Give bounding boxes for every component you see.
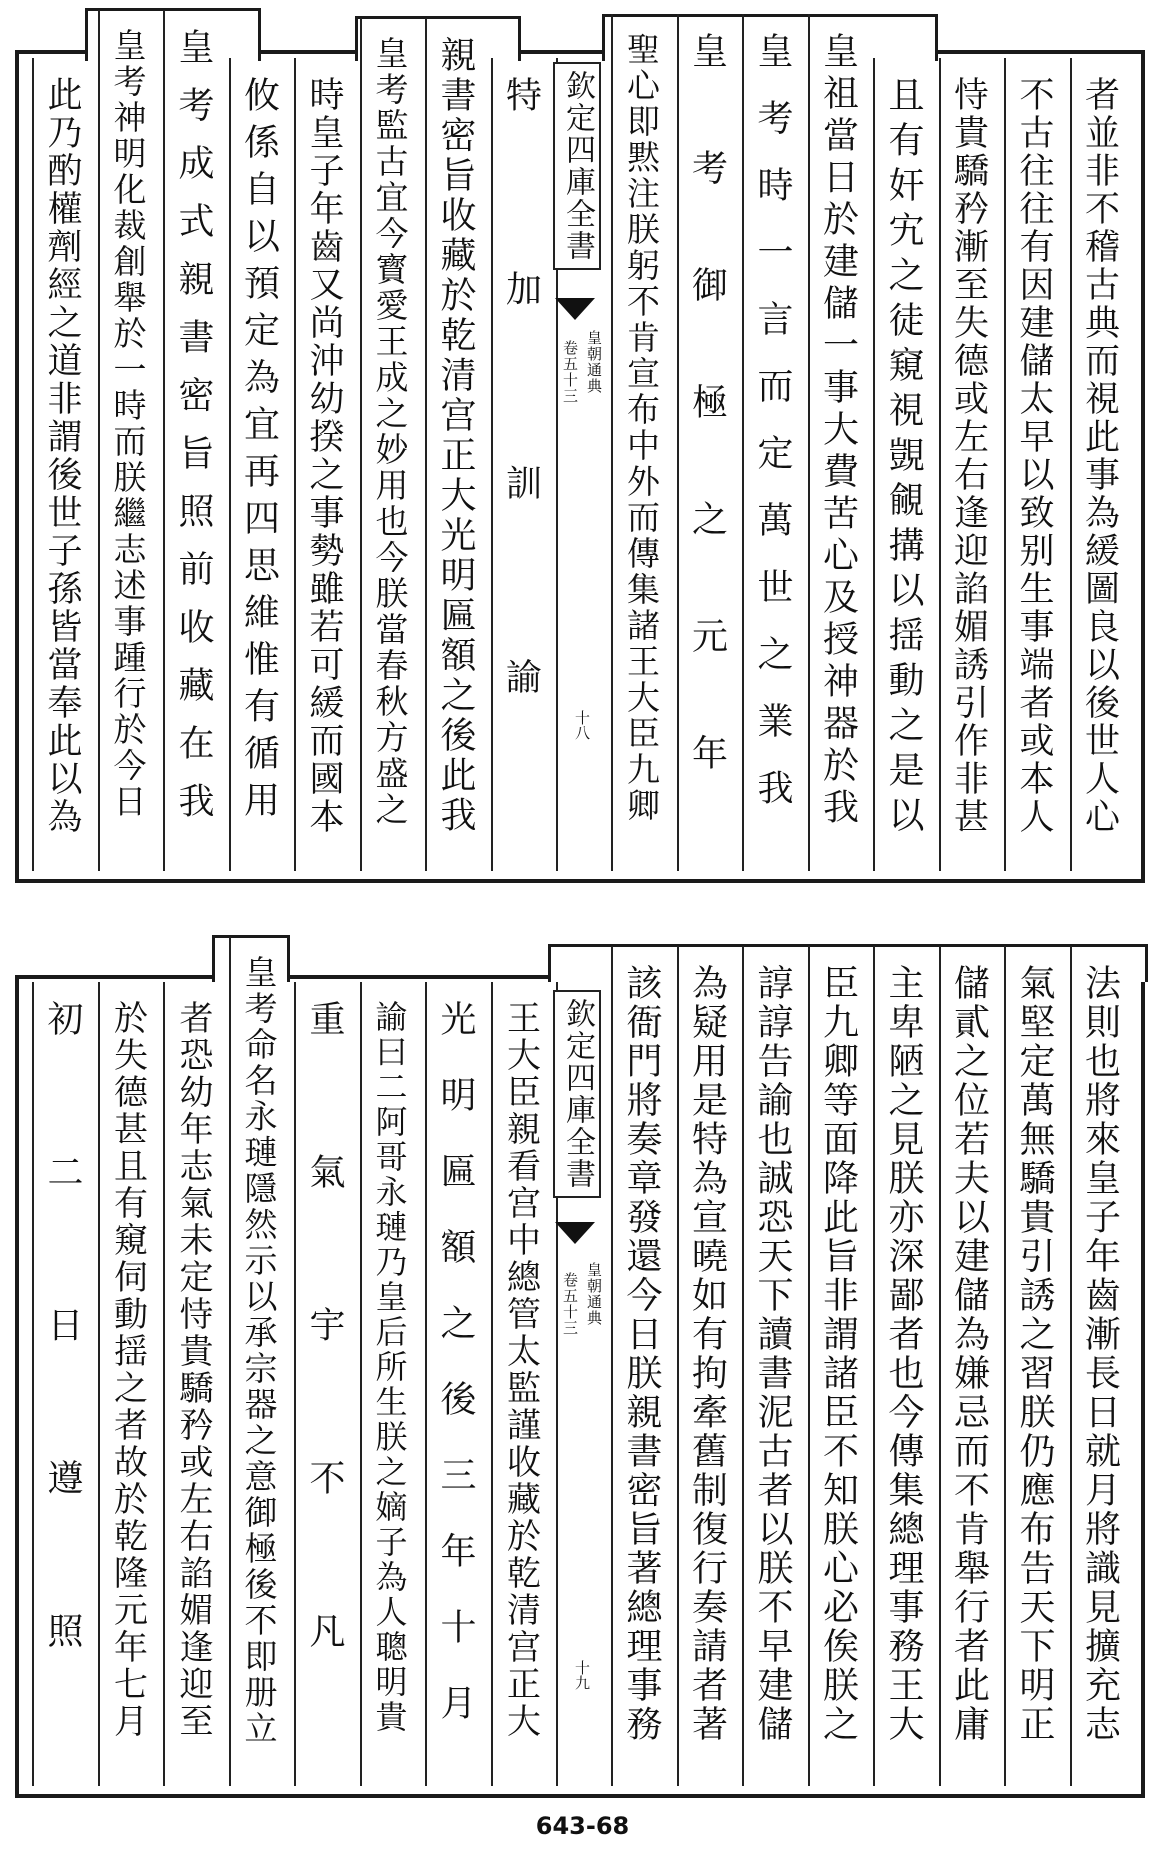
- column-rule: [1070, 946, 1072, 1786]
- text-column: 者恐幼年志氣未定恃貴驕矜或左右諂媚逢迎至: [173, 1000, 213, 1740]
- text-column: 時皇子年齒又尚沖幼揆之事勢雖若可緩而國本: [304, 76, 344, 836]
- text-column: 儲貳之位若夫以建儲為嫌忌而不肯舉行者此庸: [948, 964, 990, 1744]
- column-rule: [1004, 946, 1006, 1786]
- page-number: 643-68: [535, 1812, 630, 1840]
- text-column: 不古往往有因建儲太早以致别生事端者或本人: [1014, 76, 1054, 836]
- text-column: 聖心即黙注朕躬不肯宣布中外而傳集諸王大臣九卿: [622, 32, 661, 824]
- column-rule: [163, 982, 165, 1786]
- text-column: 法則也將來皇子年齒漸長日就月將識見擴充志: [1079, 964, 1121, 1744]
- text-column: 為疑用是特為宣曉如有拘牽舊制復行奏請者著: [686, 964, 728, 1744]
- text-column: 皇考時一言而定萬世之業我: [752, 32, 793, 836]
- text-column: 皇考命名永璉隱然示以承宗器之意御極後不即册立: [239, 955, 279, 1747]
- text-column: 皇祖當日於建儲一事大費苦心及授神器於我: [817, 32, 859, 830]
- text-column: 攸係自以預定為宜再四思維惟有循用: [238, 76, 280, 828]
- text-column: 特加訓諭: [500, 76, 542, 852]
- text-column: 重氣宇不凡: [304, 1000, 345, 1765]
- text-column: 光明匾額之後三年十月: [435, 1000, 476, 1760]
- text-column: 者並非不稽古典而視此事為緩圖良以後世人心: [1079, 76, 1120, 836]
- text-column: 皇考監古宜今寳愛王成之妙用也今朕當春秋方盛之: [370, 36, 410, 828]
- text-column: 恃貴驕矜漸至失德或左右逢迎諂媚誘引作非甚: [948, 76, 989, 836]
- center-band-rule: [611, 982, 613, 1786]
- sub-title: 皇朝通典: [585, 1262, 603, 1326]
- text-column: 氣堅定萬無驕貴引誘之習朕仍應布告天下明正: [1014, 964, 1055, 1744]
- text-column: 諄諄告諭也誠恐天下讀書泥古者以朕不早建儲: [752, 964, 793, 1744]
- text-column: 於失德甚且有窺伺動揺之者故於乾隆元年七月: [107, 1000, 148, 1740]
- book-title: 欽定四庫全書: [553, 62, 601, 270]
- text-column: 諭曰二阿哥永璉乃皇后所生朕之嫡子為人聰明貴: [370, 1000, 409, 1735]
- column-rule: [32, 982, 34, 1786]
- text-column: 主卑陋之見朕亦深鄙者也今傳集總理事務王大: [883, 964, 924, 1744]
- column-rule: [229, 937, 231, 1786]
- text-column: 此乃酌權劑經之道非謂後世子孫皆當奉此以為: [42, 76, 82, 836]
- text-column: 王大臣親看宫中總管太監謹收藏於乾清宫正大: [500, 1000, 541, 1740]
- column-rule: [873, 946, 875, 1786]
- text-column: 該衙門將奏章發還今日朕親書密旨著總理事務: [621, 964, 662, 1744]
- column-rule: [98, 982, 100, 1786]
- sub-title: 皇朝通典: [585, 330, 603, 394]
- folio-number: 十九: [573, 1660, 591, 1690]
- column-rule: [294, 982, 296, 1786]
- volume-label: 卷五十三: [561, 340, 579, 404]
- text-column: 皇考御極之元年: [686, 32, 728, 851]
- text-column: 初二日遵照: [42, 1000, 83, 1765]
- column-rule: [742, 946, 744, 1786]
- column-rule: [677, 946, 679, 1786]
- text-column: 皇考神明化裁創舉於一時而朕繼志述事踵行於今日: [108, 28, 148, 820]
- column-rule: [808, 946, 810, 1786]
- book-title: 欽定四庫全書: [553, 990, 601, 1198]
- text-column: 且有奸宄之徒窺視覬覦搆以揺動之是以: [883, 76, 924, 841]
- fish-tail-ornament: [555, 1222, 595, 1244]
- volume-label: 卷五十三: [561, 1272, 579, 1336]
- folio-number: 十八: [573, 710, 591, 740]
- column-rule: [360, 982, 362, 1786]
- column-rule: [491, 982, 493, 1786]
- column-rule: [425, 982, 427, 1786]
- text-column: 臣九卿等面降此旨非謂諸臣不知朕心必俟朕之: [817, 964, 859, 1744]
- column-rule: [939, 946, 941, 1786]
- text-column: 親書密旨收藏於乾清宫正大光明匾額之後此我: [435, 36, 476, 836]
- text-column: 皇考成式親書密旨照前收藏在我: [173, 28, 214, 840]
